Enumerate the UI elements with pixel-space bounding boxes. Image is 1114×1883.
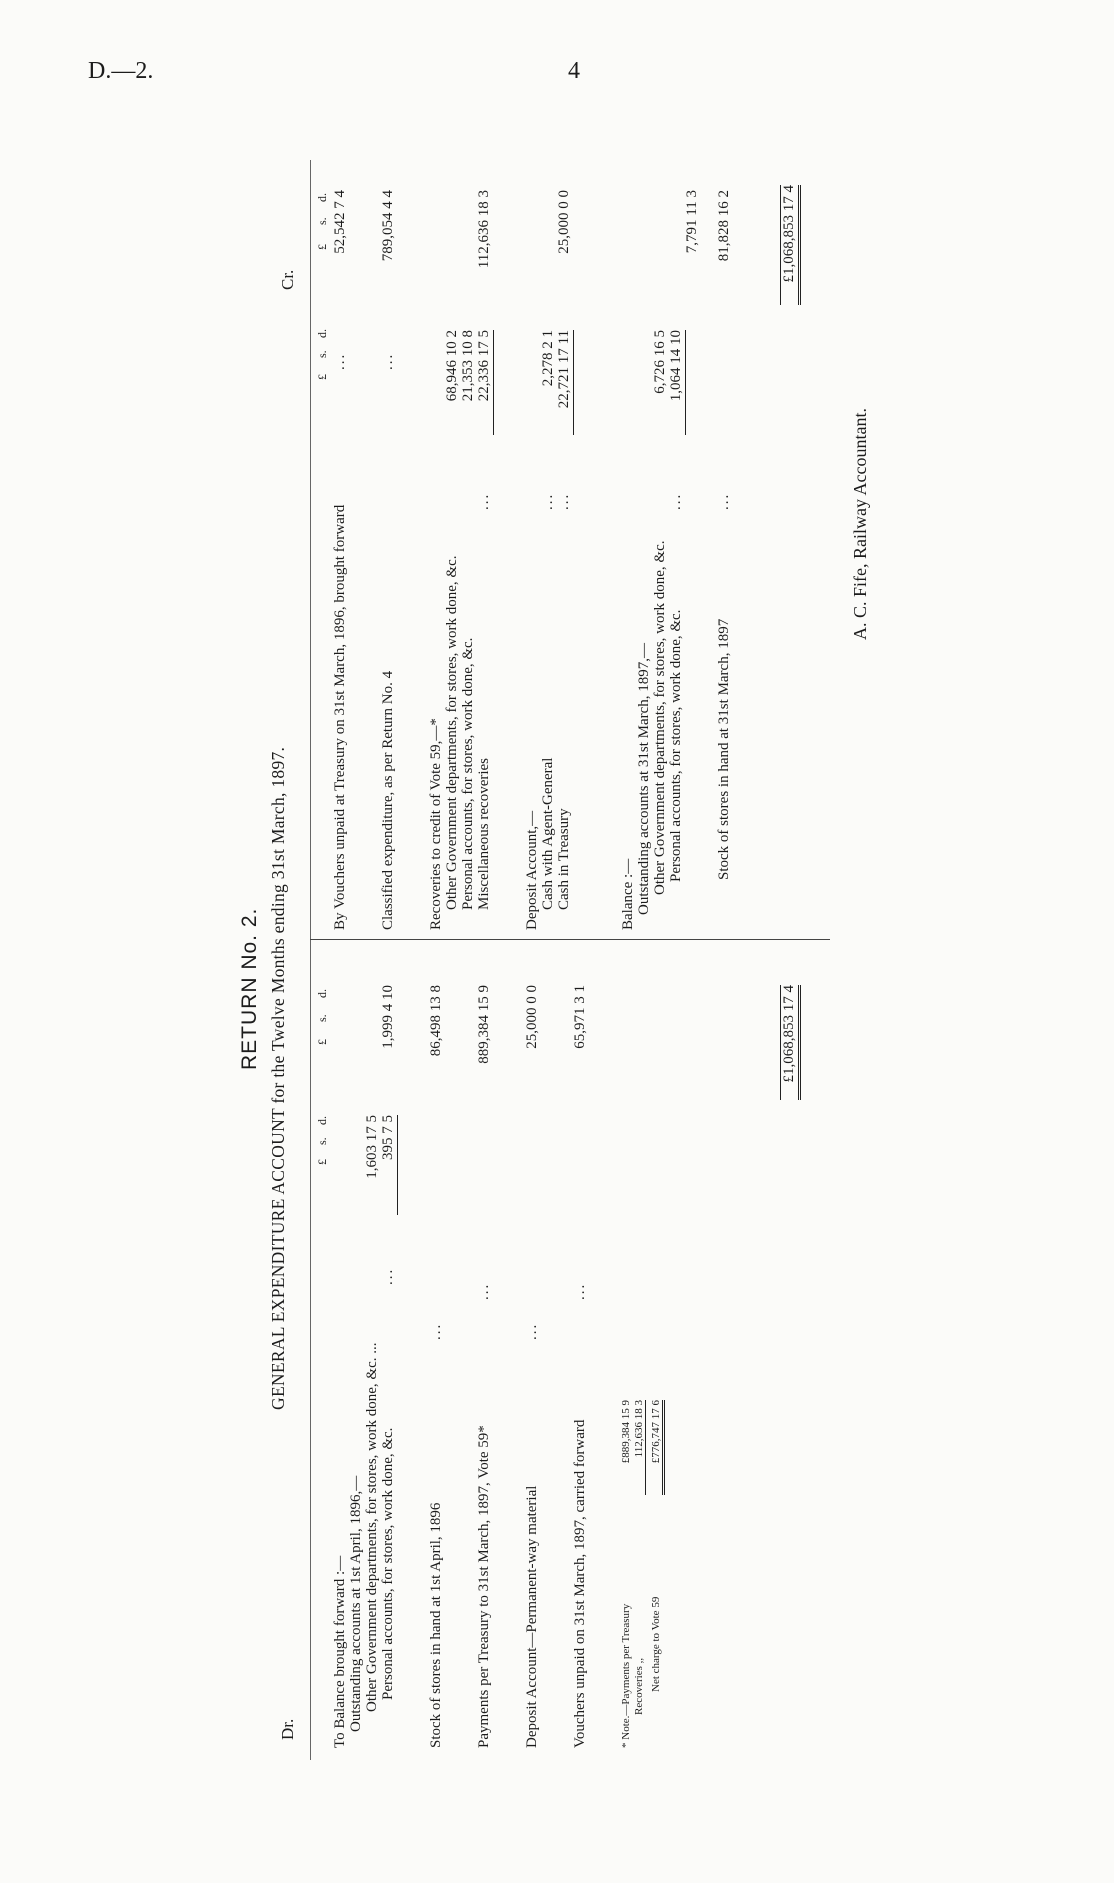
dr-stock-total: 86,498 13 8: [428, 985, 444, 1057]
cr-classified-dots: ...: [380, 352, 396, 370]
signature: A. C. Fife, Railway Accountant.: [850, 408, 870, 640]
dr-balance-head: To Balance brought forward :—: [332, 1555, 348, 1748]
dr-deposit-label: Deposit Account—Permanent-way material: [524, 1485, 540, 1748]
dr-deposit-dots: ...: [524, 1322, 540, 1340]
dr-grand-total: £1,068,853 17 4: [780, 985, 801, 1100]
dr-payments-total: 889,384 15 9: [476, 985, 492, 1064]
dr-total-shillings-head: s.: [315, 1014, 329, 1022]
cr-vouchers-bf-total: 52,542 7 4: [332, 190, 348, 254]
dr-other-govt-amount: 1,603 17 5: [364, 1115, 380, 1179]
dr-total-pounds-head: £: [315, 1039, 329, 1045]
dr-personal-dots: ...: [380, 1267, 396, 1285]
dr-shillings-head: s.: [315, 1137, 329, 1145]
cr-rec-misc-label: Miscellaneous recoveries: [476, 757, 492, 910]
cr-dep-agent-label: Cash with Agent-General: [540, 757, 556, 910]
cr-classified-label: Classified expenditure, as per Return No. 4: [380, 670, 396, 930]
cr-deposit-total: 25,000 0 0: [556, 190, 572, 254]
cr-recoveries-head: Recoveries to credit of Vote 59,—*: [428, 718, 444, 930]
cr-stock-label: Stock of stores in hand at 31st March, 1897: [716, 618, 732, 880]
cr-total-pounds-head: £: [315, 244, 329, 250]
cr-balance-total: 7,791 11 3: [684, 190, 700, 254]
dr-payments-dots: ...: [476, 1282, 492, 1300]
center-divider: [310, 939, 830, 940]
cr-pounds-head: £: [315, 374, 329, 380]
dr-deposit-total: 25,000 0 0: [524, 985, 540, 1049]
page-number: 4: [568, 58, 580, 84]
note-line2-label: Recoveries ,,: [633, 1657, 645, 1715]
note-line3-label: Net charge to Vote 59: [650, 1596, 662, 1692]
cr-bal-personal-dots: ...: [668, 492, 684, 510]
note-line1-amount: £889,384 15 9: [620, 1400, 632, 1464]
return-title: RETURN No. 2.: [238, 907, 261, 1070]
dr-other-govt-label: Other Government departments, for stores, work done, &c. ...: [364, 1342, 380, 1712]
page-code: D.—2.: [88, 58, 154, 84]
cr-stock-dots: ...: [716, 492, 732, 510]
cr-dep-agent-dots: ...: [540, 492, 556, 510]
cr-dep-treasury-amount: 22,721 17 11: [556, 330, 574, 435]
cr-deposit-head: Deposit Account,—: [524, 810, 540, 930]
cr-total-shillings-head: s.: [315, 217, 329, 225]
cr-balance-head: Balance :—: [620, 858, 636, 930]
cr-rec-personal-amount: 21,353 10 8: [460, 330, 476, 402]
dr-balance-total: 1,999 4 10: [380, 985, 396, 1049]
note-line2-amount: 112,636 18 3: [633, 1400, 646, 1495]
cr-bal-other-label: Other Government departments, for stores, work done, &c.: [652, 540, 668, 895]
cr-bal-personal-label: Personal accounts, for stores, work done, &c.: [668, 609, 684, 882]
dr-personal-amount: 395 7 5: [380, 1115, 398, 1215]
account-title: GENERAL EXPENDITURE ACCOUNT for the Twelve Months ending 31st March, 1897.: [268, 746, 288, 1410]
cr-bal-personal-amount: 1,064 14 10: [668, 330, 686, 435]
dr-stock-label: Stock of stores in hand at 1st April, 1896: [428, 1502, 444, 1748]
cr-recoveries-total: 112,636 18 3: [476, 190, 492, 269]
cr-dep-treasury-label: Cash in Treasury: [556, 808, 572, 910]
cr-dep-treasury-dots: ...: [556, 492, 572, 510]
cr-rec-misc-amount: 22,336 17 5: [476, 330, 494, 435]
note-line1-label: * Note.—Payments per Treasury: [620, 1603, 632, 1748]
dr-vouchers-total: 65,971 3 1: [572, 985, 588, 1049]
dr-payments-label: Payments per Treasury to 31st March, 1897, Vote 59*: [476, 1425, 492, 1748]
dr-balance-sub: Outstanding accounts at 1st April, 1896,—: [348, 1475, 364, 1732]
dr-vouchers-dots: ...: [572, 1282, 588, 1300]
debit-side-label: Dr.: [278, 1718, 297, 1740]
cr-rec-misc-dots: ...: [476, 492, 492, 510]
cr-dep-agent-amount: 2,278 2 1: [540, 330, 556, 387]
dr-stock-dots: ...: [428, 1322, 444, 1340]
note-line3-amount: £776,747 17 6: [650, 1400, 665, 1495]
dr-vouchers-label: Vouchers unpaid on 31st March, 1897, carried forward: [572, 1419, 588, 1748]
cr-vouchers-bf-dots: ...: [332, 352, 348, 370]
cr-rec-other-amount: 68,946 10 2: [444, 330, 460, 402]
cr-pence-head: d.: [315, 329, 329, 338]
cr-total-pence-head: d.: [315, 193, 329, 202]
cr-bal-other-amount: 6,726 16 5: [652, 330, 668, 394]
account-sheet: [220, 160, 980, 1760]
cr-balance-sub: Outstanding accounts at 31st March, 1897,—: [636, 642, 652, 915]
cr-shillings-head: s.: [315, 350, 329, 358]
credit-side-label: Cr.: [278, 269, 297, 290]
cr-grand-total: £1,068,853 17 4: [780, 185, 801, 305]
cr-vouchers-bf-label: By Vouchers unpaid at Treasury on 31st March, 1896, brought forward: [332, 504, 348, 930]
dr-personal-label: Personal accounts, for stores, work done, &c.: [380, 1427, 396, 1700]
cr-stock-total: 81,828 16 2: [716, 190, 732, 262]
cr-classified-total: 789,054 4 4: [380, 190, 396, 262]
dr-pounds-head: £: [315, 1159, 329, 1165]
top-rule: [310, 160, 311, 1760]
cr-rec-personal-label: Personal accounts, for stores, work done, &c.: [460, 637, 476, 910]
dr-pence-head: d.: [315, 1116, 329, 1125]
dr-total-pence-head: d.: [315, 989, 329, 998]
cr-rec-other-label: Other Government departments, for stores, work done, &c.: [444, 555, 460, 910]
